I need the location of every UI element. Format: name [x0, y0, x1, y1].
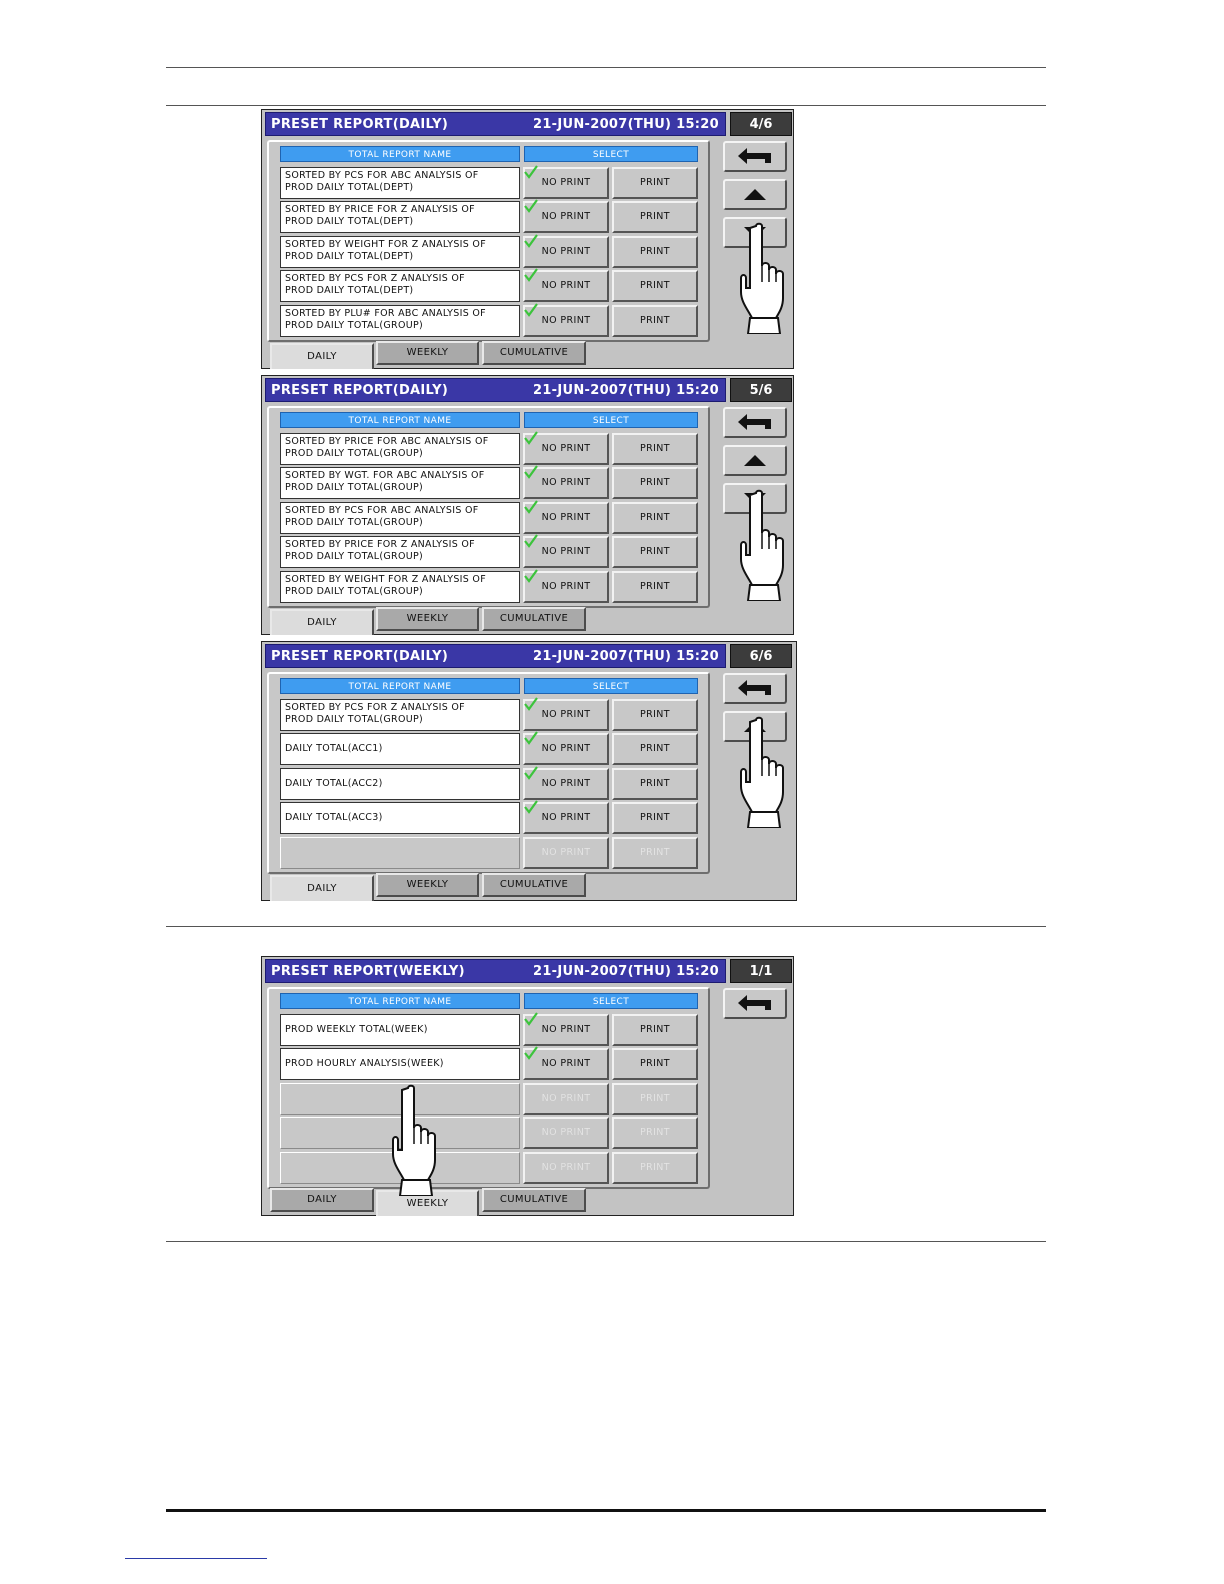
- check-mark-icon: [524, 799, 538, 813]
- page-indicator: 1/1: [730, 959, 792, 983]
- report-name-cell: [280, 433, 520, 465]
- title-bar: [265, 378, 726, 402]
- page-up-button[interactable]: [723, 179, 787, 210]
- report-name-line: PROD DAILY TOTAL(DEPT): [285, 182, 414, 193]
- report-name-cell: [280, 837, 520, 869]
- no-print-button[interactable]: NO PRINT: [523, 536, 609, 568]
- check-mark-icon: [524, 696, 538, 710]
- report-name-cell: [280, 802, 520, 834]
- report-row: [280, 1048, 700, 1080]
- report-name-line: DAILY TOTAL(ACC3): [285, 812, 383, 823]
- back-button[interactable]: [723, 673, 787, 704]
- print-button[interactable]: PRINT: [612, 1014, 698, 1046]
- check-mark-icon: [524, 464, 538, 478]
- preset-report-screen: [261, 109, 794, 369]
- report-name-line: PROD DAILY TOTAL(DEPT): [285, 285, 414, 296]
- no-print-button: NO PRINT: [523, 1117, 609, 1149]
- report-row: [280, 802, 700, 834]
- print-button[interactable]: PRINT: [612, 433, 698, 465]
- report-name-line: SORTED BY PCS FOR ABC ANALYSIS OF: [285, 170, 479, 181]
- preset-report-screen: [261, 641, 797, 901]
- report-name-line: SORTED BY PRICE FOR Z ANALYSIS OF: [285, 539, 475, 550]
- print-button[interactable]: PRINT: [612, 305, 698, 337]
- report-row: [280, 536, 700, 568]
- no-print-button[interactable]: NO PRINT: [523, 733, 609, 765]
- print-button[interactable]: PRINT: [612, 1048, 698, 1080]
- report-name-cell: [280, 768, 520, 800]
- print-button[interactable]: PRINT: [612, 802, 698, 834]
- no-print-button[interactable]: NO PRINT: [523, 1048, 609, 1080]
- print-button[interactable]: PRINT: [612, 733, 698, 765]
- report-name-line: PROD WEEKLY TOTAL(WEEK): [285, 1024, 428, 1035]
- no-print-button[interactable]: NO PRINT: [523, 167, 609, 199]
- no-print-button[interactable]: NO PRINT: [523, 1014, 609, 1046]
- tab-daily[interactable]: DAILY: [270, 343, 374, 369]
- report-name-line: SORTED BY WEIGHT FOR Z ANALYSIS OF: [285, 574, 486, 585]
- no-print-button[interactable]: NO PRINT: [523, 467, 609, 499]
- report-row: [280, 837, 700, 869]
- screen-title: PRESET REPORT(DAILY): [271, 383, 449, 398]
- report-name-line: PROD DAILY TOTAL(GROUP): [285, 482, 424, 493]
- report-row: [280, 502, 700, 534]
- pointing-hand-icon: [738, 222, 790, 338]
- report-name-line: PROD DAILY TOTAL(GROUP): [285, 320, 424, 331]
- screen-datetime: 21-JUN-2007(THU) 15:20: [532, 383, 719, 398]
- check-mark-icon: [524, 765, 538, 779]
- report-type-tabs: [270, 871, 600, 899]
- page-indicator: 5/6: [730, 378, 792, 402]
- report-row: [280, 699, 700, 731]
- report-name-line: DAILY TOTAL(ACC1): [285, 743, 383, 754]
- print-button[interactable]: PRINT: [612, 167, 698, 199]
- report-name-cell: [280, 699, 520, 731]
- back-button[interactable]: [723, 141, 787, 172]
- report-name-cell: [280, 1048, 520, 1080]
- report-name-cell: [280, 733, 520, 765]
- report-type-tabs: [270, 339, 600, 367]
- no-print-button[interactable]: NO PRINT: [523, 802, 609, 834]
- check-mark-icon: [524, 499, 538, 513]
- report-list-panel: [267, 406, 710, 608]
- pointing-hand-icon: [390, 1084, 442, 1200]
- report-name-line: SORTED BY PCS FOR ABC ANALYSIS OF: [285, 505, 479, 516]
- report-name-line: DAILY TOTAL(ACC2): [285, 778, 383, 789]
- report-row: [280, 1152, 700, 1184]
- no-print-button[interactable]: NO PRINT: [523, 699, 609, 731]
- report-name-line: SORTED BY PCS FOR Z ANALYSIS OF: [285, 702, 465, 713]
- pointing-hand-icon: [738, 716, 790, 832]
- column-header-select: SELECT: [524, 412, 698, 428]
- report-row: [280, 201, 700, 233]
- check-mark-icon: [524, 568, 538, 582]
- print-button[interactable]: PRINT: [612, 699, 698, 731]
- check-mark-icon: [524, 1011, 538, 1025]
- report-row: [280, 305, 700, 337]
- tab-weekly[interactable]: WEEKLY: [376, 873, 479, 897]
- preset-report-screen: [261, 956, 794, 1216]
- tab-daily[interactable]: DAILY: [270, 1188, 374, 1212]
- no-print-button: NO PRINT: [523, 837, 609, 869]
- report-name-line: SORTED BY WEIGHT FOR Z ANALYSIS OF: [285, 239, 486, 250]
- print-button[interactable]: PRINT: [612, 768, 698, 800]
- report-name-line: SORTED BY PRICE FOR ABC ANALYSIS OF: [285, 436, 489, 447]
- column-header-select: SELECT: [524, 678, 698, 694]
- print-button[interactable]: PRINT: [612, 571, 698, 603]
- report-name-line: PROD DAILY TOTAL(GROUP): [285, 586, 424, 597]
- page-rule: [166, 926, 1046, 927]
- report-list-panel: [267, 140, 710, 342]
- report-row: [280, 1117, 700, 1149]
- report-name-line: SORTED BY PCS FOR Z ANALYSIS OF: [285, 273, 465, 284]
- page-rule: [166, 105, 1046, 106]
- no-print-button: NO PRINT: [523, 1083, 609, 1115]
- page-rule-top: [166, 67, 1046, 68]
- page-indicator: 6/6: [730, 644, 792, 668]
- check-mark-icon: [524, 1045, 538, 1059]
- column-header-report-name: TOTAL REPORT NAME: [280, 993, 520, 1009]
- print-button: PRINT: [612, 837, 698, 869]
- report-name-cell: [280, 236, 520, 268]
- column-header-select: SELECT: [524, 993, 698, 1009]
- report-name-cell: [280, 571, 520, 603]
- tab-daily[interactable]: DAILY: [270, 875, 374, 901]
- no-print-button[interactable]: NO PRINT: [523, 768, 609, 800]
- report-name-cell: [280, 536, 520, 568]
- no-print-button[interactable]: NO PRINT: [523, 502, 609, 534]
- back-button[interactable]: [723, 988, 787, 1019]
- print-button: PRINT: [612, 1152, 698, 1184]
- check-mark-icon: [524, 233, 538, 247]
- no-print-button[interactable]: NO PRINT: [523, 236, 609, 268]
- check-mark-icon: [524, 302, 538, 316]
- page-indicator: 4/6: [730, 112, 792, 136]
- print-button[interactable]: PRINT: [612, 270, 698, 302]
- report-name-line: PROD HOURLY ANALYSIS(WEEK): [285, 1058, 444, 1069]
- tab-cumulative[interactable]: CUMULATIVE: [482, 873, 586, 897]
- report-row: [280, 236, 700, 268]
- tab-cumulative[interactable]: CUMULATIVE: [482, 607, 586, 631]
- print-button: PRINT: [612, 1117, 698, 1149]
- report-row: [280, 167, 700, 199]
- report-row: [280, 733, 700, 765]
- column-header-report-name: TOTAL REPORT NAME: [280, 146, 520, 162]
- tab-cumulative[interactable]: CUMULATIVE: [482, 1188, 586, 1212]
- check-mark-icon: [524, 533, 538, 547]
- tab-cumulative[interactable]: CUMULATIVE: [482, 341, 586, 365]
- report-name-line: PROD DAILY TOTAL(GROUP): [285, 551, 424, 562]
- screen-datetime: 21-JUN-2007(THU) 15:20: [532, 964, 719, 979]
- pointing-hand-icon: [738, 489, 790, 605]
- no-print-button[interactable]: NO PRINT: [523, 305, 609, 337]
- no-print-button[interactable]: NO PRINT: [523, 201, 609, 233]
- report-name-cell: [280, 270, 520, 302]
- report-name-line: SORTED BY WGT. FOR ABC ANALYSIS OF: [285, 470, 485, 481]
- report-name-line: SORTED BY PRICE FOR Z ANALYSIS OF: [285, 204, 475, 215]
- page-up-button[interactable]: [723, 445, 787, 476]
- check-mark-icon: [524, 430, 538, 444]
- tab-weekly[interactable]: WEEKLY: [376, 607, 479, 631]
- report-name-cell: [280, 467, 520, 499]
- print-button[interactable]: PRINT: [612, 236, 698, 268]
- report-row: [280, 768, 700, 800]
- check-mark-icon: [524, 198, 538, 212]
- title-bar: [265, 112, 726, 136]
- report-row: [280, 467, 700, 499]
- screen-title: PRESET REPORT(DAILY): [271, 649, 449, 664]
- no-print-button: NO PRINT: [523, 1152, 609, 1184]
- report-row: [280, 270, 700, 302]
- column-header-report-name: TOTAL REPORT NAME: [280, 412, 520, 428]
- print-button[interactable]: PRINT: [612, 467, 698, 499]
- no-print-button[interactable]: NO PRINT: [523, 270, 609, 302]
- report-row: [280, 433, 700, 465]
- report-row: [280, 1014, 700, 1046]
- tab-daily[interactable]: DAILY: [270, 609, 374, 635]
- report-name-line: PROD DAILY TOTAL(GROUP): [285, 714, 424, 725]
- print-button[interactable]: PRINT: [612, 502, 698, 534]
- column-header-select: SELECT: [524, 146, 698, 162]
- report-name-cell: [280, 305, 520, 337]
- check-mark-icon: [524, 730, 538, 744]
- no-print-button[interactable]: NO PRINT: [523, 433, 609, 465]
- print-button[interactable]: PRINT: [612, 536, 698, 568]
- page-footer-rule: [166, 1509, 1046, 1512]
- back-button[interactable]: [723, 407, 787, 438]
- report-row: [280, 571, 700, 603]
- page-rule: [166, 1241, 1046, 1242]
- print-button[interactable]: PRINT: [612, 201, 698, 233]
- tab-weekly[interactable]: WEEKLY: [376, 1190, 479, 1216]
- report-name-line: PROD DAILY TOTAL(DEPT): [285, 251, 414, 262]
- screen-title: PRESET REPORT(WEEKLY): [271, 964, 465, 979]
- footnote-rule: [125, 1558, 267, 1559]
- report-name-line: PROD DAILY TOTAL(DEPT): [285, 216, 414, 227]
- report-list-panel: [267, 987, 710, 1189]
- screen-datetime: 21-JUN-2007(THU) 15:20: [532, 649, 719, 664]
- screen-datetime: 21-JUN-2007(THU) 15:20: [532, 117, 719, 132]
- screen-title: PRESET REPORT(DAILY): [271, 117, 449, 132]
- report-list-panel: [267, 672, 710, 874]
- tab-weekly[interactable]: WEEKLY: [376, 341, 479, 365]
- print-button: PRINT: [612, 1083, 698, 1115]
- check-mark-icon: [524, 267, 538, 281]
- column-header-report-name: TOTAL REPORT NAME: [280, 678, 520, 694]
- report-type-tabs: [270, 605, 600, 633]
- preset-report-screen: [261, 375, 794, 635]
- title-bar: [265, 644, 726, 668]
- report-row: [280, 1083, 700, 1115]
- report-name-cell: [280, 1014, 520, 1046]
- report-name-cell: [280, 502, 520, 534]
- title-bar: [265, 959, 726, 983]
- report-name-line: PROD DAILY TOTAL(GROUP): [285, 517, 424, 528]
- report-name-line: SORTED BY PLU# FOR ABC ANALYSIS OF: [285, 308, 486, 319]
- check-mark-icon: [524, 164, 538, 178]
- report-name-cell: [280, 167, 520, 199]
- no-print-button[interactable]: NO PRINT: [523, 571, 609, 603]
- report-name-line: PROD DAILY TOTAL(GROUP): [285, 448, 424, 459]
- report-name-cell: [280, 201, 520, 233]
